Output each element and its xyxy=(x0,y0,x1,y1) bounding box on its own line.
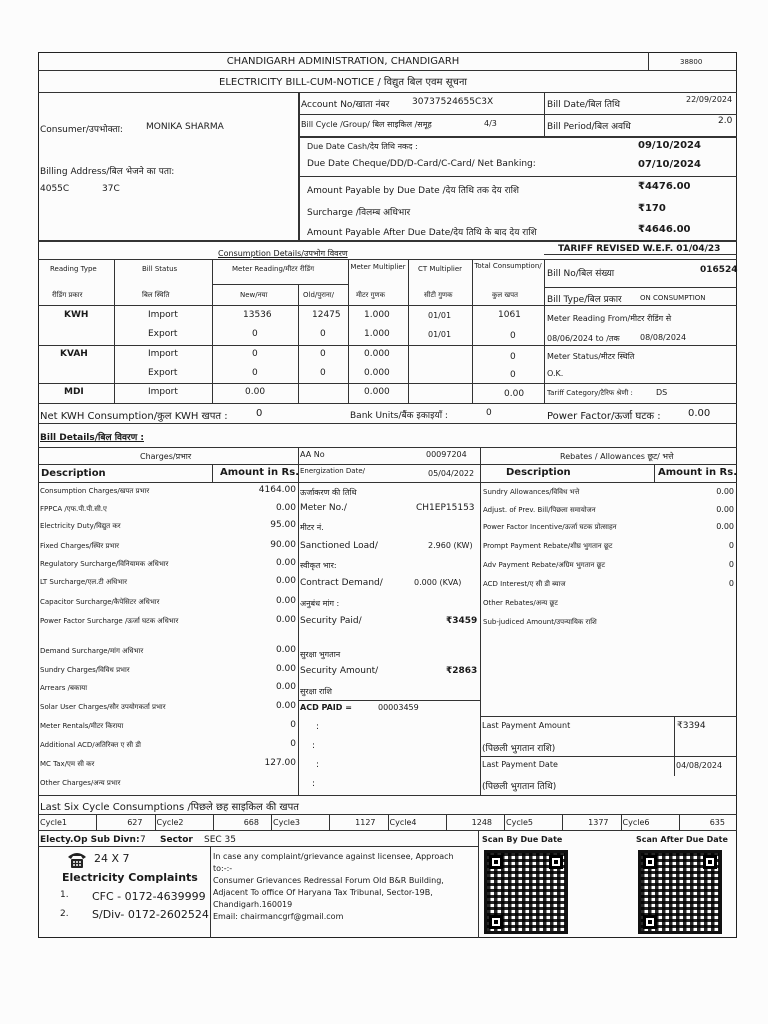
due-cash-date: 09/10/2024 xyxy=(638,140,701,151)
qr-code-after[interactable] xyxy=(638,850,722,934)
sector-label: Sector xyxy=(160,835,193,845)
bill-cycle-value: 4/3 xyxy=(484,119,497,128)
security-paid-value: ₹3459 xyxy=(446,616,478,626)
ref-number: 38800 xyxy=(680,58,703,66)
last-payment-date-label: Last Payment Date xyxy=(482,760,558,769)
qr-finder-icon xyxy=(549,855,563,869)
rebate-amount: 0.00 xyxy=(716,487,734,496)
row-mdi-type: MDI xyxy=(64,387,84,397)
row-kvah-export-status: Export xyxy=(148,368,178,378)
meter-status-label: Meter Status/मीटर स्थिति xyxy=(547,352,635,361)
colon-1: : xyxy=(316,722,320,732)
charge-amount: 4164.00 xyxy=(258,485,296,495)
charge-label: Consumption Charges/खपत प्रभार xyxy=(40,487,150,495)
due-cash-label: Due Date Cash/देय तिथि नकद : xyxy=(307,142,418,151)
dept-heading: CHANDIGARH ADMINISTRATION, CHANDIGARH xyxy=(226,56,460,67)
meter-no-value: CH1EP15153 xyxy=(416,503,475,513)
payable-label: Amount Payable by Due Date /देय तिथि तक देय राशि xyxy=(307,186,520,196)
acd-paid-label: ACD PAID = xyxy=(300,703,352,712)
rebate-label: Adv Payment Rebate/अग्रिम भुगतान छूट xyxy=(483,561,606,569)
col-meter-reading: Meter Reading/मीटर रीडिंग xyxy=(232,265,315,273)
due-cheque-label: Due Date Cheque/DD/D-Card/C-Card/ Net Banking: xyxy=(307,159,536,169)
charge-label: Capacitor Surcharge/कैपेसिटर अधिभार xyxy=(40,598,160,606)
rebate-label: Prompt Payment Rebate/शीघ्र भुगतान छूट xyxy=(483,542,613,550)
row-kvah-import-status: Import xyxy=(148,349,178,359)
charge-label: Arrears /बकाया xyxy=(40,684,88,692)
rebate-label: Sundry Allowances/विविध भत्ते xyxy=(483,488,580,496)
qr-finder-icon xyxy=(643,855,657,869)
colon-2: : xyxy=(312,741,316,751)
billing-address-label: Billing Address/बिल भेजने का पता: xyxy=(40,167,175,177)
complaints-title: Electricity Complaints xyxy=(62,871,198,884)
row-kwh-export-status: Export xyxy=(148,329,178,339)
rebate-amount: 0 xyxy=(728,579,734,588)
tariff-note: TARIFF REVISED W.E.F. 01/04/23 xyxy=(558,244,721,254)
charge-amount: 0 xyxy=(290,720,296,730)
net-kwh-label: Net KWH Consumption/कुल KWH खपत : xyxy=(40,411,228,422)
qr-finder-icon xyxy=(703,855,717,869)
consumer-name: MONIKA SHARMA xyxy=(146,122,224,132)
charge-label: Sundry Charges/विविध प्रभार xyxy=(40,666,130,674)
charge-amount: 0.00 xyxy=(275,682,296,692)
bank-units-label: Bank Units/बैंक इकाइयाँ : xyxy=(350,411,448,421)
consumption-title: Consumption Details/उपभोग विवरण xyxy=(218,249,348,258)
bill-title: ELECTRICITY BILL-CUM-NOTICE / विद्युत बिल एवम सूचना xyxy=(219,77,467,88)
charge-amount: 0.00 xyxy=(275,596,296,606)
charge-amount: 0.00 xyxy=(275,576,296,586)
row-kvah-export-total: 0 xyxy=(510,370,516,380)
charge-label: Meter Rentals/मीटर किराया xyxy=(40,722,124,730)
meter-no-hi: मीटर नं. xyxy=(300,523,324,532)
rebate-label: ACD Interest/ए सी डी ब्याज xyxy=(483,580,566,588)
grievance-line-5: Chandigarh.160019 xyxy=(213,900,293,909)
tariff-category-value: DS xyxy=(656,388,668,397)
col-total-consumption: Total Consumption/ xyxy=(474,262,542,270)
charge-amount: 90.00 xyxy=(270,540,296,550)
energization-date: 05/04/2022 xyxy=(428,469,475,478)
bill-period-label: Bill Period/बिल अवधि xyxy=(547,122,631,132)
scan-due-label: Scan By Due Date xyxy=(482,835,563,844)
charge-label: FPPCA /एफ.पी.पी.सी.ए xyxy=(40,505,107,513)
address-line-1: 4055C xyxy=(40,184,70,194)
rebate-amount: 0 xyxy=(728,541,734,550)
acd-paid-value: 00003459 xyxy=(378,703,419,712)
aa-no-label: AA No xyxy=(300,450,325,459)
charge-label: Electricity Duty/विद्युत कर xyxy=(40,522,121,530)
cycle-value: 1377 xyxy=(588,818,609,827)
address-line-2: 37C xyxy=(102,184,120,194)
rebate-amount: 0.00 xyxy=(716,522,734,531)
rebates-header: Rebates / Allowances छूट/ भत्ते xyxy=(560,452,674,461)
energization-hi: ऊर्जाकरण की तिथि xyxy=(300,488,357,497)
contract-value: 0.000 (KVA) xyxy=(414,578,462,587)
qr-finder-icon xyxy=(489,915,503,929)
cycle-value: 635 xyxy=(709,818,725,827)
bill-details-title: Bill Details/बिल विवरण : xyxy=(40,433,144,443)
sub-old: Old/पुराना/ xyxy=(303,291,334,299)
aa-no-value: 00097204 xyxy=(426,450,467,459)
row-mdi-status: Import xyxy=(148,387,178,397)
charge-amount: 0.00 xyxy=(275,615,296,625)
charges-amount-label: Amount in Rs. xyxy=(220,467,300,478)
col-meter-multiplier: Meter Multiplier xyxy=(350,263,406,271)
charge-label: Additional ACD/अतिरिक्त ए सी डी xyxy=(40,741,141,749)
bill-date-label: Bill Date/बिल तिथि xyxy=(547,100,621,110)
charge-label: MC Tax/एम सी कर xyxy=(40,760,95,768)
bill-type-label: Bill Type/बिल प्रकार xyxy=(547,295,622,305)
charge-amount: 0 xyxy=(290,739,296,749)
rebate-label: Power Factor Incentive/ऊर्जा घटक प्रोत्साहन xyxy=(483,523,617,531)
subdiv-value: 7 xyxy=(140,835,146,845)
last-payment-amount-value: ₹3394 xyxy=(677,721,706,731)
charge-amount: 0.00 xyxy=(275,558,296,568)
grievance-line-3: Consumer Grievances Redressal Forum Old B&R Building, xyxy=(213,876,444,885)
complaint-num-2: 2. xyxy=(60,909,69,919)
sub-reading-type: रीडिंग प्रकार xyxy=(52,291,83,299)
rebate-amount: 0.00 xyxy=(716,505,734,514)
row-mdi-total: 0.00 xyxy=(504,389,525,399)
grievance-line-1: In case any complaint/grievance against licensee, Approach xyxy=(213,852,454,861)
row-mdi-new: 0.00 xyxy=(245,387,266,397)
reading-from-label: Meter Reading From/मीटर रीडिंग से xyxy=(547,314,672,323)
row-kwh-import-total: 1061 xyxy=(498,310,521,320)
charges-header: Charges/प्रभार xyxy=(140,452,192,461)
charge-amount: 0.00 xyxy=(275,503,296,513)
bill-period-value: 2.0 xyxy=(718,116,733,126)
rebate-amount: 0 xyxy=(728,560,734,569)
net-kwh-value: 0 xyxy=(256,408,263,419)
rebates-desc-label: Description xyxy=(506,467,571,478)
bill-type-value: ON CONSUMPTION xyxy=(640,294,706,302)
phone-icon xyxy=(66,849,88,869)
security-amount-hi: सुरक्षा राशि xyxy=(300,687,332,696)
hours-label: 24 X 7 xyxy=(94,852,130,865)
scan-after-label: Scan After Due Date xyxy=(636,835,728,844)
charge-label: Power Factor Surcharge /ऊर्जा घटक अधिभार xyxy=(40,617,179,625)
row-kwh-export-total: 0 xyxy=(510,331,516,341)
grievance-line-4: Adjacent To office Of Haryana Tax Tribunal, Sector-19B, xyxy=(213,888,433,897)
sub-bill-status: बिल स्थिति xyxy=(142,291,170,299)
last-payment-amount-label: Last Payment Amount xyxy=(482,721,571,730)
contract-hi: अनुबंध मांग : xyxy=(300,599,340,608)
cycles-title: Last Six Cycle Consumptions /पिछले छह साइकिल की खपत xyxy=(40,802,299,813)
security-paid-label: Security Paid/ xyxy=(300,616,362,626)
charge-label: Regulatory Surcharge/विनियामक अधिभार xyxy=(40,560,169,568)
tariff-category-label: Tariff Category/टैरिफ श्रेणी : xyxy=(547,389,633,397)
consumer-label: Consumer/उपभोक्ता: xyxy=(40,125,123,135)
row-kwh-export-old: 0 xyxy=(320,329,326,339)
qr-finder-icon xyxy=(643,915,657,929)
sanctioned-hi: स्वीकृत भार: xyxy=(300,561,337,570)
cycle-label: Cycle6 xyxy=(622,818,650,827)
grievance-line-2: to:-:- xyxy=(213,864,233,873)
last-payment-date-value: 04/08/2024 xyxy=(676,761,723,770)
last-payment-amount-hi: (पिछली भुगतान राशि) xyxy=(482,744,556,754)
row-kwh-export-new: 0 xyxy=(252,329,258,339)
row-kwh-import-ct: 01/01 xyxy=(428,311,452,320)
after-due-amount: ₹4646.00 xyxy=(638,224,691,235)
row-kwh-import-old: 12475 xyxy=(312,310,341,320)
sub-total: कुल खपत xyxy=(492,291,519,299)
row-mdi-mm: 0.000 xyxy=(364,387,390,397)
row-kvah-export-new: 0 xyxy=(252,368,258,378)
due-cheque-date: 07/10/2024 xyxy=(638,159,701,170)
row-kwh-import-mm: 1.000 xyxy=(364,310,390,320)
charge-amount: 127.00 xyxy=(264,758,296,768)
grievance-email[interactable]: Email: chairmancgrf@gmail.com xyxy=(213,912,344,921)
charge-amount: 0.00 xyxy=(275,645,296,655)
bill-no-value: 016524 xyxy=(700,265,738,275)
rebate-label: Other Rebates/अन्य छूट xyxy=(483,599,558,607)
charges-desc-label: Description xyxy=(41,468,106,479)
meter-no-label: Meter No./ xyxy=(300,503,347,513)
row-kwh-import-new: 13536 xyxy=(243,310,272,320)
security-amount-value: ₹2863 xyxy=(446,666,478,676)
security-amount-label: Security Amount/ xyxy=(300,666,379,676)
rebate-label: Adjust. of Prev. Bill/पिछला समायोजन xyxy=(483,506,596,514)
row-kvah-import-new: 0 xyxy=(252,349,258,359)
cycle-value: 627 xyxy=(127,818,143,827)
bill-no-label: Bill No/बिल संख्या xyxy=(547,269,615,279)
row-kvah-type: KVAH xyxy=(60,349,88,359)
col-bill-status: Bill Status xyxy=(142,265,178,273)
colon-3: : xyxy=(316,760,320,770)
charge-amount: 0.00 xyxy=(275,664,296,674)
charge-label: Fixed Charges/स्थिर प्रभार xyxy=(40,542,120,550)
reading-to-value: 08/08/2024 xyxy=(640,333,687,342)
subdiv-label: Electy.Op Sub Divn: xyxy=(40,835,140,845)
rebate-label: Sub-judiced Amount/उपन्यायिक राशि xyxy=(483,618,597,626)
meter-status-value: O.K. xyxy=(547,369,564,378)
complaint-num-1: 1. xyxy=(60,890,69,900)
charge-label: Other Charges/अन्य प्रभार xyxy=(40,779,121,787)
charge-label: LT Surcharge/एल.टी अधिभार xyxy=(40,578,127,586)
row-kvah-import-total: 0 xyxy=(510,352,516,362)
row-kwh-type: KWH xyxy=(64,310,89,320)
cycle-label: Cycle2 xyxy=(156,818,184,827)
row-kwh-import-status: Import xyxy=(148,310,178,320)
qr-code-due[interactable] xyxy=(484,850,568,934)
account-label: Account No/खाता नंबर xyxy=(301,100,390,110)
bill-date-value: 22/09/2024 xyxy=(686,95,733,104)
power-factor-label: Power Factor/ऊर्जा घटक : xyxy=(547,411,661,422)
security-paid-hi: सुरक्षा भुगतान xyxy=(300,650,341,659)
payable-amount: ₹4476.00 xyxy=(638,181,691,192)
row-kwh-export-mm: 1.000 xyxy=(364,329,390,339)
cfc-phone[interactable]: CFC - 0172-4639999 xyxy=(92,890,206,903)
sub-new: New/नया xyxy=(240,291,268,299)
charge-amount: 95.00 xyxy=(270,520,296,530)
col-ct-multiplier: CT Multiplier xyxy=(418,265,463,273)
subdiv-phone[interactable]: S/Div- 0172-2602524 xyxy=(92,908,209,921)
surcharge-amount: ₹170 xyxy=(638,203,666,214)
cycle-label: Cycle3 xyxy=(273,818,300,827)
sector-value: SEC 35 xyxy=(204,835,236,845)
cycle-label: Cycle4 xyxy=(389,818,417,827)
cycle-label: Cycle5 xyxy=(506,818,533,827)
row-kwh-export-ct: 01/01 xyxy=(428,330,452,339)
reading-from-value: 08/06/2024 to /तक xyxy=(547,334,620,343)
rebates-amount-label: Amount in Rs. xyxy=(658,467,738,478)
cycle-label: Cycle1 xyxy=(40,818,67,827)
cycle-value: 1127 xyxy=(355,818,376,827)
qr-finder-icon xyxy=(489,855,503,869)
charge-label: Solar User Charges/सौर उपयोगकर्ता प्रभार xyxy=(40,703,166,711)
bank-units-value: 0 xyxy=(486,408,492,418)
cycle-value: 668 xyxy=(243,818,259,827)
contract-label: Contract Demand/ xyxy=(300,578,383,588)
col-reading-type: Reading Type xyxy=(50,265,97,273)
row-kvah-import-mm: 0.000 xyxy=(364,349,390,359)
colon-4: : xyxy=(312,779,316,789)
last-payment-date-hi: (पिछली भुगतान तिथि) xyxy=(482,782,557,792)
power-factor-value: 0.00 xyxy=(688,408,711,419)
row-kvah-import-old: 0 xyxy=(320,349,326,359)
sanctioned-label: Sanctioned Load/ xyxy=(300,541,378,551)
sub-ct-mult: सीटी गुणक xyxy=(424,291,453,299)
row-kvah-export-old: 0 xyxy=(320,368,326,378)
account-number: 30737524655C3X xyxy=(412,97,494,107)
sub-meter-mult: मीटर गुणक xyxy=(356,291,385,299)
charge-amount: 0.00 xyxy=(275,701,296,711)
surcharge-label: Surcharge /विलम्ब अधिभार xyxy=(307,208,411,218)
row-kvah-export-mm: 0.000 xyxy=(364,368,390,378)
after-due-label: Amount Payable After Due Date/देय तिथि के बाद देय राशि xyxy=(307,228,537,238)
bill-cycle-label: Bill Cycle /Group/ बिल साइकिल /समूह xyxy=(301,120,432,129)
sanctioned-value: 2.960 (KW) xyxy=(428,541,473,550)
cycle-value: 1248 xyxy=(471,818,492,827)
energization-label: Energization Date/ xyxy=(300,467,365,475)
charge-label: Demand Surcharge/मांग अधिभार xyxy=(40,647,144,655)
